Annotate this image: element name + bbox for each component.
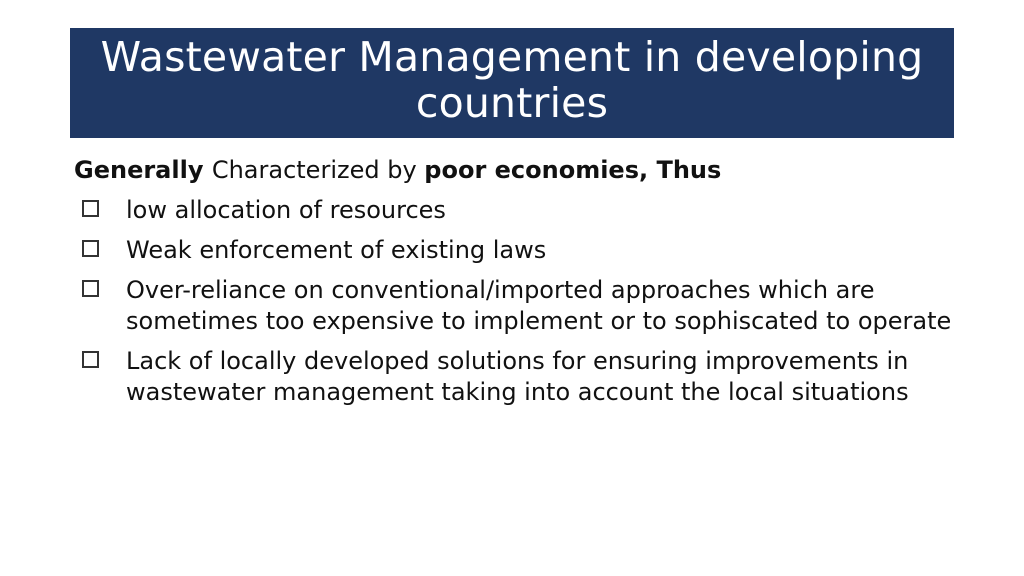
list-item: [74, 195, 964, 226]
slide-body: [74, 155, 964, 417]
list-item-text: Over-reliance on conventional/imported approaches which are sometimes too expensive to implement or to sophiscated to operate: [126, 276, 952, 335]
list-item: [74, 346, 964, 408]
checkbox-square-icon: [82, 200, 99, 217]
slide-title: Wastewater Management in developing countries: [100, 33, 924, 127]
list-item-text: Lack of locally developed solutions for ensuring improvements in wastewater management taking into account the local situations: [126, 347, 909, 406]
bullet-list: [74, 195, 964, 408]
list-item: [74, 235, 964, 266]
list-item-text: Weak enforcement of existing laws: [126, 236, 547, 264]
intro-line: [74, 155, 964, 185]
intro-part-3: poor economies, Thus: [424, 156, 722, 184]
intro-part-1: Generally: [74, 156, 212, 184]
list-item: [74, 275, 964, 337]
slide-title-bar: [70, 28, 954, 138]
checkbox-square-icon: [82, 351, 99, 368]
intro-part-2: Characterized by: [211, 156, 425, 184]
checkbox-square-icon: [82, 240, 99, 257]
list-item-text: low allocation of resources: [126, 196, 446, 224]
checkbox-square-icon: [82, 280, 99, 297]
